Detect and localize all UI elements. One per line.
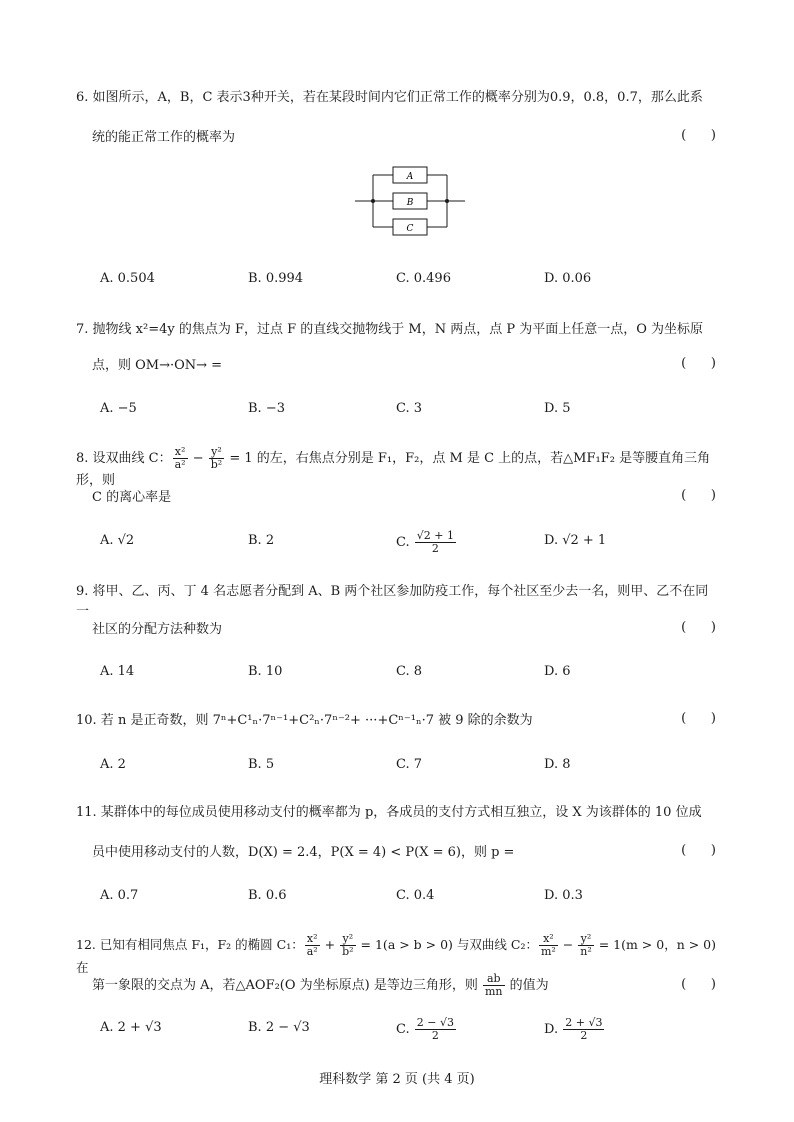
fraction-numerator: y²: [340, 933, 355, 946]
question-12: [76, 932, 726, 998]
question-11-stem-line-1: 11. 某群体中的每位成员使用移动支付的概率都为 p，各成员的支付方式相互独立，设 X 为该群体的 10 位成: [76, 805, 702, 820]
option-c: [396, 1017, 457, 1042]
question-8-options: [100, 529, 700, 555]
question-7: [76, 320, 716, 373]
question-8-stem-line-1: [76, 446, 716, 491]
fraction-y2-over-b2: [209, 446, 224, 471]
option-c-fraction: [415, 530, 456, 555]
question-12-stem-mid: = 1(a > b > 0) 与双曲线 C₂：: [356, 937, 538, 952]
question-6-stem-line-2: 统的能正常工作的概率为: [92, 130, 236, 145]
fraction-denominator: 2: [431, 542, 439, 555]
option-d: D. 0.3: [544, 888, 583, 903]
question-8-answer-blank: ( ): [681, 488, 716, 503]
question-10-options: [100, 754, 700, 776]
junction-left: [371, 199, 375, 203]
option-c: C. 0.4: [396, 888, 435, 903]
junction-right: [445, 199, 449, 203]
option-b: B. 10: [248, 664, 283, 679]
question-6-stem-line-1: 6. 如图所示，A，B，C 表示3种开关，若在某段时间内它们正常工作的概率分别为0.9，0.8，0.7，那么此系: [76, 90, 703, 105]
fraction-numerator: y²: [578, 933, 594, 946]
switch-circuit-diagram: [355, 160, 465, 240]
option-d: D. 5: [544, 401, 571, 416]
fraction-numerator: √2 + 1: [416, 529, 454, 542]
fraction-numerator: ab: [483, 973, 505, 986]
question-10: [76, 711, 716, 731]
question-6-options: [100, 268, 700, 290]
question-11: [76, 803, 716, 860]
page-footer: 理科数学 第 2 页 (共 4 页): [319, 1072, 475, 1087]
option-c: C. 7: [396, 757, 423, 772]
question-6-answer-blank: ( ): [681, 128, 716, 143]
plus-sign: +: [320, 937, 340, 952]
option-c: C. 3: [396, 401, 423, 416]
option-a: A. 2 + √3: [100, 1020, 162, 1035]
option-b: B. 0.994: [248, 271, 304, 286]
option-c: [396, 530, 457, 555]
option-d: D. 8: [544, 757, 571, 772]
option-b: B. 2: [248, 533, 275, 548]
question-8-stem-suffix: = 1 的左，右焦点分别是 F₁，F₂，点 M 是 C 上的点，若△MF₁F₂ 是等腰直角三角形，则: [76, 451, 711, 488]
fraction-denominator: mn: [485, 985, 503, 998]
question-11-options: [100, 885, 700, 907]
fraction-numerator: x²: [173, 446, 188, 459]
option-d: D. 6: [544, 664, 571, 679]
option-c-fraction: [415, 1017, 456, 1042]
fraction-x2-over-a2: [305, 933, 320, 958]
switch-a-label: A: [406, 172, 414, 182]
question-7-options: [100, 398, 700, 420]
question-9-stem-line-1: 9. 将甲、乙、丙、丁 4 名志愿者分配到 A、B 两个社区参加防疫工作，每个社区至少去一名，则甲、乙不在同一: [76, 584, 709, 619]
question-9-options: [100, 661, 700, 683]
question-8: [76, 445, 716, 505]
fraction-denominator: 2: [431, 1029, 439, 1042]
question-9: [76, 582, 716, 637]
option-a: A. 2: [100, 757, 126, 772]
fraction-x2-over-a2: [173, 446, 188, 471]
question-12-line2-suffix: 的值为: [505, 978, 549, 993]
question-12-stem-prefix: 12. 已知有相同焦点 F₁，F₂ 的椭圆 C₁：: [76, 937, 304, 952]
option-c: C. 8: [396, 664, 423, 679]
switch-b-label: B: [406, 198, 414, 208]
question-6: [76, 88, 716, 145]
question-10-answer-blank: ( ): [681, 711, 716, 726]
option-c-letter: C.: [396, 535, 410, 550]
switch-c-label: C: [406, 224, 414, 234]
option-b: B. −3: [248, 401, 285, 416]
fraction-numerator: 2 + √3: [565, 1016, 603, 1029]
option-d-letter: D.: [544, 1022, 559, 1037]
fraction-numerator: y²: [209, 446, 224, 459]
question-10-stem-line-1: 10. 若 n 是正奇数，则 7ⁿ+C¹ₙ·7ⁿ⁻¹+C²ₙ·7ⁿ⁻²+ ···+Cⁿ⁻¹ₙ·7 被 9 除的余数为: [76, 713, 533, 728]
question-12-stem-line-1: [76, 933, 726, 978]
question-8-stem-prefix: 8. 设双曲线 C：: [76, 451, 172, 466]
question-8-stem-line-2: C 的离心率是: [92, 490, 172, 505]
option-d: D. 0.06: [544, 271, 592, 286]
question-11-answer-blank: ( ): [681, 843, 716, 858]
fraction-denominator: m²: [540, 945, 556, 958]
fraction-ab-over-mn: [483, 973, 505, 998]
question-12-line2-prefix: 第一象限的交点为 A，若△AOF₂(O 为坐标原点) 是等边三角形，则: [92, 978, 482, 993]
option-d: D. √2 + 1: [544, 533, 607, 548]
fraction-denominator: b²: [210, 458, 223, 471]
question-11-stem-line-2: 员中使用移动支付的人数，D(X) = 2.4，P(X = 4) < P(X = 6)，则 p =: [92, 845, 515, 860]
minus-sign: −: [188, 451, 208, 466]
option-a: A. 14: [100, 664, 135, 679]
question-12-options: [100, 1016, 700, 1042]
option-d-fraction: [563, 1017, 604, 1042]
option-b: B. 0.6: [248, 888, 287, 903]
option-b: B. 5: [248, 757, 275, 772]
fraction-numerator: x²: [539, 933, 558, 946]
question-9-answer-blank: ( ): [681, 620, 716, 635]
fraction-denominator: a²: [174, 458, 186, 471]
fraction-denominator: a²: [306, 945, 318, 958]
fraction-y2-over-n2: [578, 933, 594, 958]
fraction-numerator: 2 − √3: [416, 1016, 454, 1029]
fraction-y2-over-b2: [340, 933, 355, 958]
option-a: A. √2: [100, 533, 135, 548]
fraction-denominator: n²: [580, 945, 592, 958]
option-c-letter: C.: [396, 1022, 410, 1037]
option-a: A. 0.7: [100, 888, 139, 903]
question-9-stem-line-2: 社区的分配方法种数为: [92, 622, 223, 637]
question-12-stem-line-2: [92, 973, 549, 998]
question-7-answer-blank: ( ): [681, 356, 716, 371]
option-d: [544, 1017, 605, 1042]
fraction-x2-over-m2: [539, 933, 558, 958]
option-a: A. 0.504: [100, 271, 155, 286]
question-12-stem-suffix: = 1(m > 0，n > 0) 在: [76, 937, 717, 975]
fraction-denominator: b²: [342, 945, 354, 958]
question-7-stem-line-2: 点，则 OM→·ON→ =: [92, 358, 223, 373]
option-a: A. −5: [100, 401, 137, 416]
minus-sign: −: [558, 937, 578, 952]
question-12-answer-blank: ( ): [681, 977, 716, 992]
option-c: C. 0.496: [396, 271, 451, 286]
option-b: B. 2 − √3: [248, 1020, 310, 1035]
fraction-denominator: 2: [580, 1029, 588, 1042]
question-7-stem-line-1: 7. 抛物线 x²=4y 的焦点为 F，过点 F 的直线交抛物线于 M，N 两点，点 P 为平面上任意一点，O 为坐标原: [76, 322, 704, 337]
fraction-numerator: x²: [305, 933, 320, 946]
